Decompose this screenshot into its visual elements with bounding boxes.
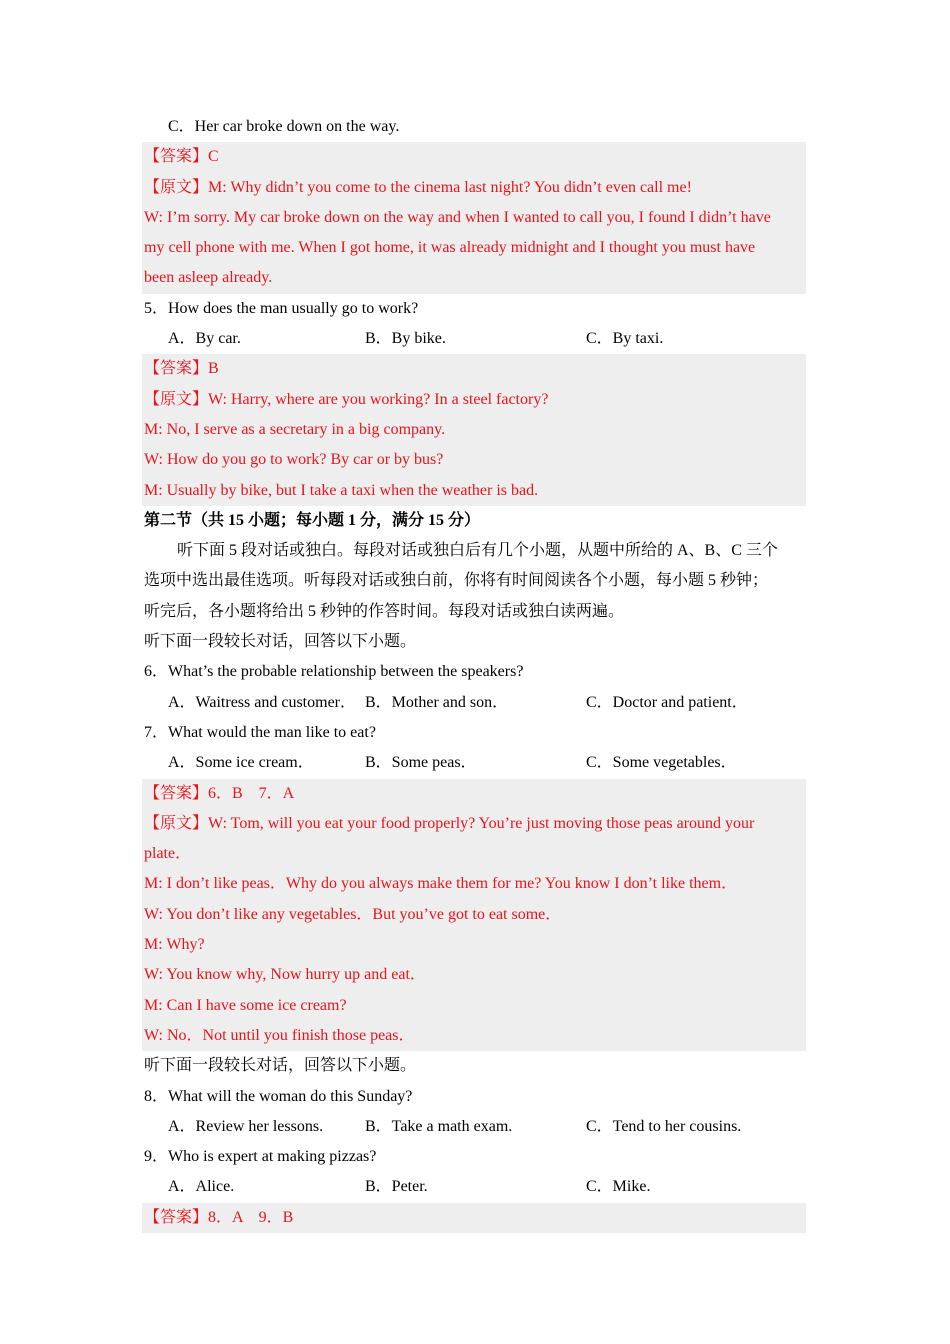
listen-prompt: 听下面一段较长对话，回答以下小题。 xyxy=(144,633,417,651)
q6-7-transcript-line: 【原文】W: Tom, will you eat your food properly? You’re just moving those peas around your xyxy=(142,809,806,839)
document-page xyxy=(144,112,806,1233)
option-a: A．Waitress and customer． xyxy=(168,693,357,711)
q5-question: 5．How does the man usually go to work? xyxy=(144,299,419,317)
q6-7-transcript-line: W: You don’t like any vegetables．But you’ve got to eat some． xyxy=(142,900,806,930)
q6-7-transcript-line: W: No．Not until you finish those peas． xyxy=(142,1021,806,1051)
option-c: C．Some vegetables． xyxy=(586,754,737,772)
instructions-line: 听下面 5 段对话或独白。每段对话或独白后有几个小题，从题中所给的 A、B、C 三个 xyxy=(177,542,778,560)
q7-question: 7．What would the man like to eat? xyxy=(144,723,376,741)
q5-transcript-line: 【原文】W: Harry, where are you working? In a steel factory? xyxy=(142,385,806,415)
q4-transcript-line: W: I’m sorry. My car broke down on the way and when I wanted to call you, I found I didn’t have xyxy=(142,203,806,233)
q8-question: 8．What will the woman do this Sunday? xyxy=(144,1087,413,1105)
q8-options xyxy=(144,1112,806,1142)
q9-question: 9．Who is expert at making pizzas? xyxy=(144,1148,377,1166)
q4-transcript-line: 【原文】M: Why didn’t you come to the cinema last night? You didn’t even call me! xyxy=(142,173,806,203)
q8-9-answer: 【答案】8．A 9．B xyxy=(142,1203,806,1233)
listen-prompt: 听下面一段较长对话，回答以下小题。 xyxy=(144,1057,417,1075)
q4-transcript-line: been asleep already. xyxy=(142,263,806,293)
option-b: B．Peter. xyxy=(365,1178,428,1196)
option-b: B．By bike. xyxy=(365,330,446,348)
q4-answer: 【答案】C xyxy=(142,142,806,172)
q5-options xyxy=(144,324,806,354)
option-a: A．Some ice cream． xyxy=(168,754,314,772)
option-a: A．Alice. xyxy=(168,1178,235,1196)
q9-options xyxy=(144,1172,806,1202)
option-b: B．Take a math exam. xyxy=(365,1117,513,1135)
q6-7-transcript-line: M: I don’t like peas．Why do you always make them for me? You know I don’t like them． xyxy=(142,869,806,899)
q6-7-transcript-line: plate． xyxy=(142,839,806,869)
instructions-line: 听完后，各小题将给出 5 秒钟的作答时间。每段对话或独白读两遍。 xyxy=(144,602,625,620)
instructions-line: 选项中选出最佳选项。听每段对话或独白前，你将有时间阅读各个小题，每小题 5 秒钟； xyxy=(144,572,769,590)
q6-options xyxy=(144,688,806,718)
q5-transcript-line: M: Usually by bike, but I take a taxi when the weather is bad. xyxy=(142,476,806,506)
q4-option-c xyxy=(144,112,806,142)
q5-transcript-line: M: No, I serve as a secretary in a big company. xyxy=(142,415,806,445)
option-c: C．Mike. xyxy=(586,1178,651,1196)
option-a: A．Review her lessons. xyxy=(168,1117,324,1135)
option-c: C．Doctor and patient． xyxy=(586,693,748,711)
q5-transcript-line: W: How do you go to work? By car or by bus? xyxy=(142,445,806,475)
q6-7-transcript-line: W: You know why, Now hurry up and eat． xyxy=(142,960,806,990)
q5-answer: 【答案】B xyxy=(142,354,806,384)
option-a: A．By car. xyxy=(168,330,241,348)
option-c: C．Tend to her cousins. xyxy=(586,1117,742,1135)
section-heading: 第二节（共 15 小题；每小题 1 分，满分 15 分） xyxy=(144,511,481,529)
option-c: C．By taxi. xyxy=(586,330,664,348)
q6-7-answer: 【答案】6．B 7．A xyxy=(142,779,806,809)
q6-question: 6．What’s the probable relationship between the speakers? xyxy=(144,663,524,681)
option-b: B．Some peas． xyxy=(365,754,477,772)
option-label: C．Her car broke down on the way. xyxy=(168,118,400,135)
option-b: B．Mother and son． xyxy=(365,693,509,711)
q4-transcript-line: my cell phone with me. When I got home, it was already midnight and I thought you must have xyxy=(142,233,806,263)
q6-7-transcript-line: M: Can I have some ice cream? xyxy=(142,991,806,1021)
q7-options xyxy=(144,748,806,778)
q6-7-transcript-line: M: Why? xyxy=(142,930,806,960)
